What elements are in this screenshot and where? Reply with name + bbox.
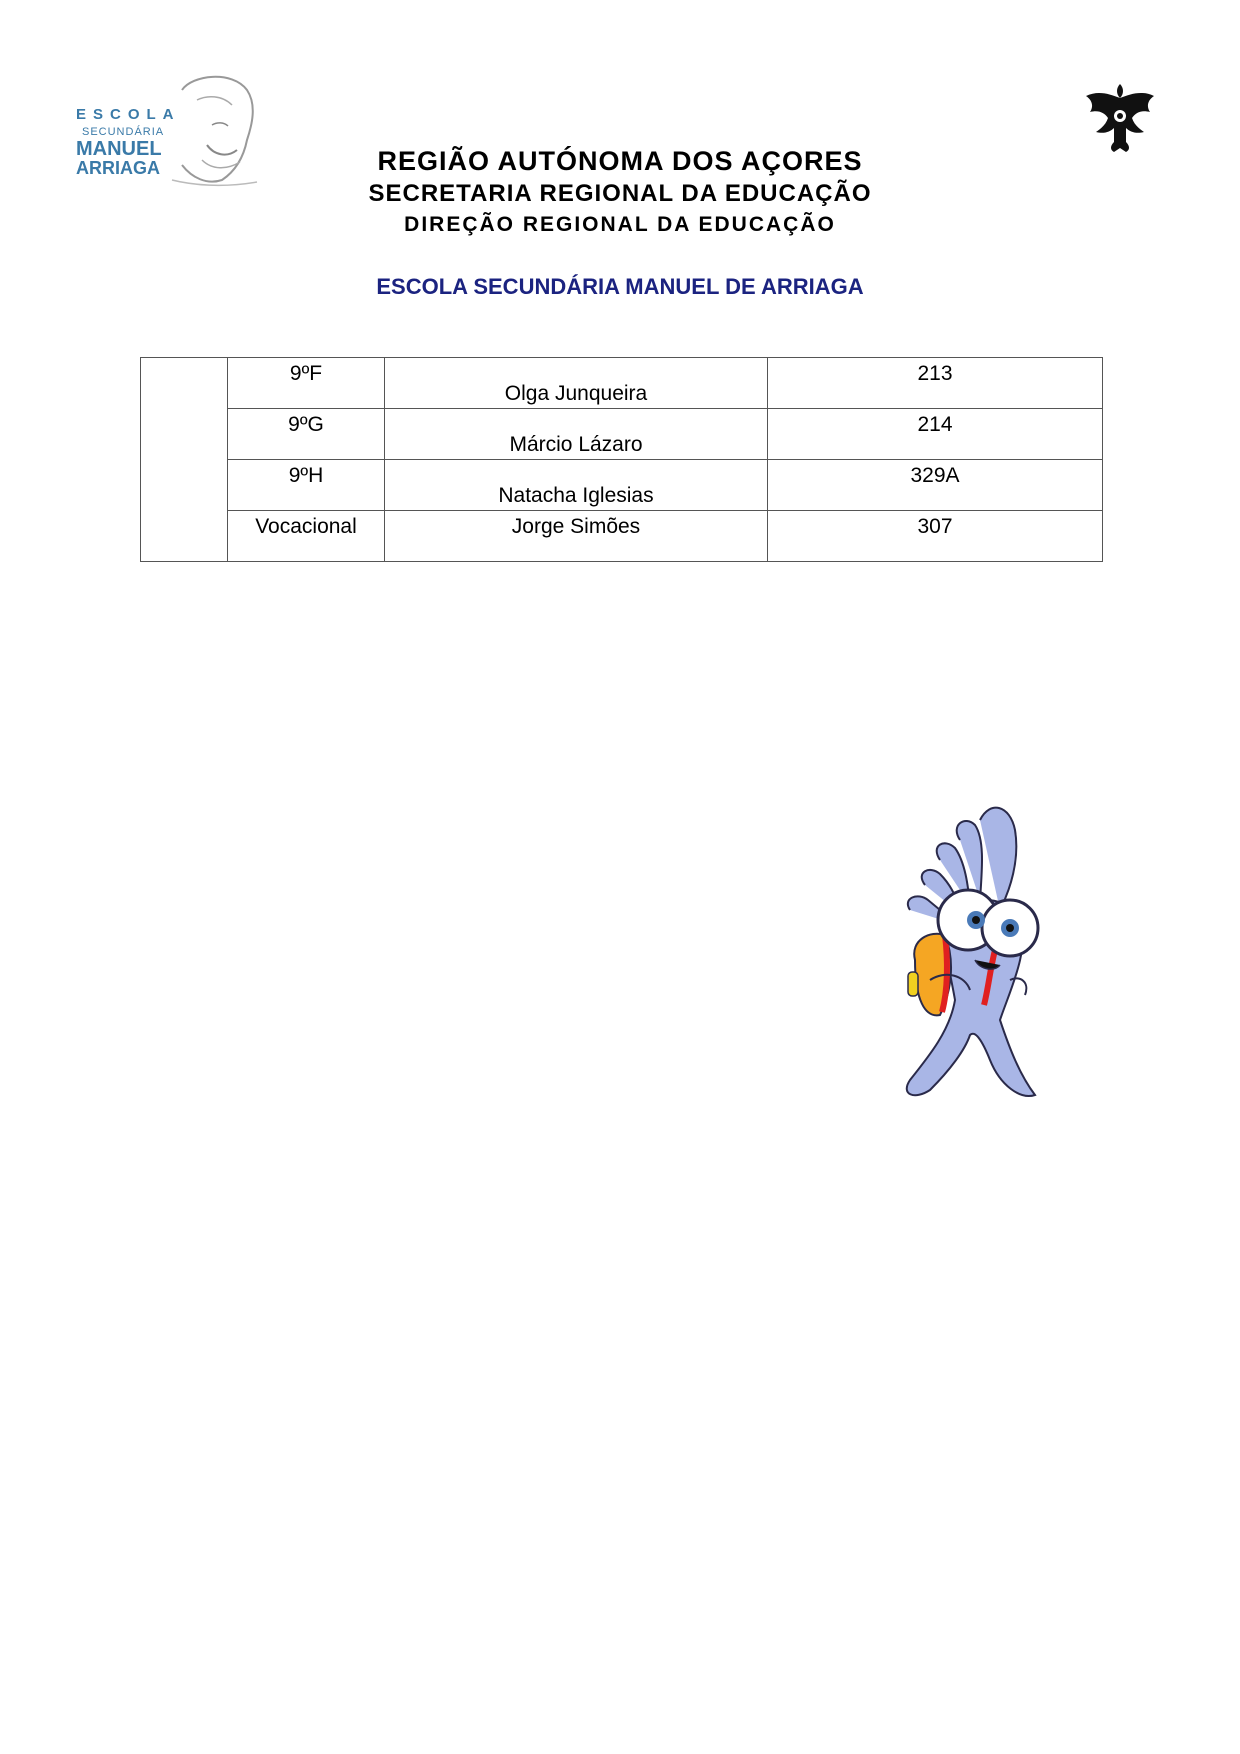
room-cell: 307 bbox=[768, 511, 1103, 562]
logo-line-manuel: MANUEL bbox=[76, 138, 162, 160]
table-row bbox=[141, 460, 1103, 511]
secretariat-title: SECRETARIA REGIONAL DA EDUCAÇÃO bbox=[368, 180, 872, 207]
logo-line-escola: ESCOLA bbox=[76, 106, 181, 123]
class-cell: 9ºF bbox=[228, 358, 385, 409]
logo-line-arriaga: ARRIAGA bbox=[76, 158, 160, 178]
teacher-cell: Márcio Lázaro bbox=[385, 409, 768, 460]
room-cell: 329A bbox=[768, 460, 1103, 511]
class-cell: Vocacional bbox=[228, 511, 385, 562]
empty-group-cell bbox=[141, 358, 228, 562]
room-cell: 214 bbox=[768, 409, 1103, 460]
table-row bbox=[141, 409, 1103, 460]
room-cell: 213 bbox=[768, 358, 1103, 409]
class-table bbox=[140, 357, 1103, 562]
azores-eagle-emblem-icon bbox=[1080, 76, 1160, 156]
class-cell: 9ºG bbox=[228, 409, 385, 460]
class-cell: 9ºH bbox=[228, 460, 385, 511]
directorate-title: DIREÇÃO REGIONAL DA EDUCAÇÃO bbox=[404, 213, 836, 236]
logo-line-secundaria: SECUNDÁRIA bbox=[82, 126, 165, 138]
teacher-cell: Jorge Simões bbox=[385, 511, 768, 562]
table-row bbox=[141, 511, 1103, 562]
teacher-cell: Olga Junqueira bbox=[385, 358, 768, 409]
teacher-cell: Natacha Iglesias bbox=[385, 460, 768, 511]
school-title: ESCOLA SECUNDÁRIA MANUEL DE ARRIAGA bbox=[376, 274, 864, 299]
octopus-mascot-icon bbox=[870, 800, 1070, 1130]
region-title: REGIÃO AUTÓNOMA DOS AÇORES bbox=[377, 146, 863, 176]
table-row bbox=[141, 358, 1103, 409]
